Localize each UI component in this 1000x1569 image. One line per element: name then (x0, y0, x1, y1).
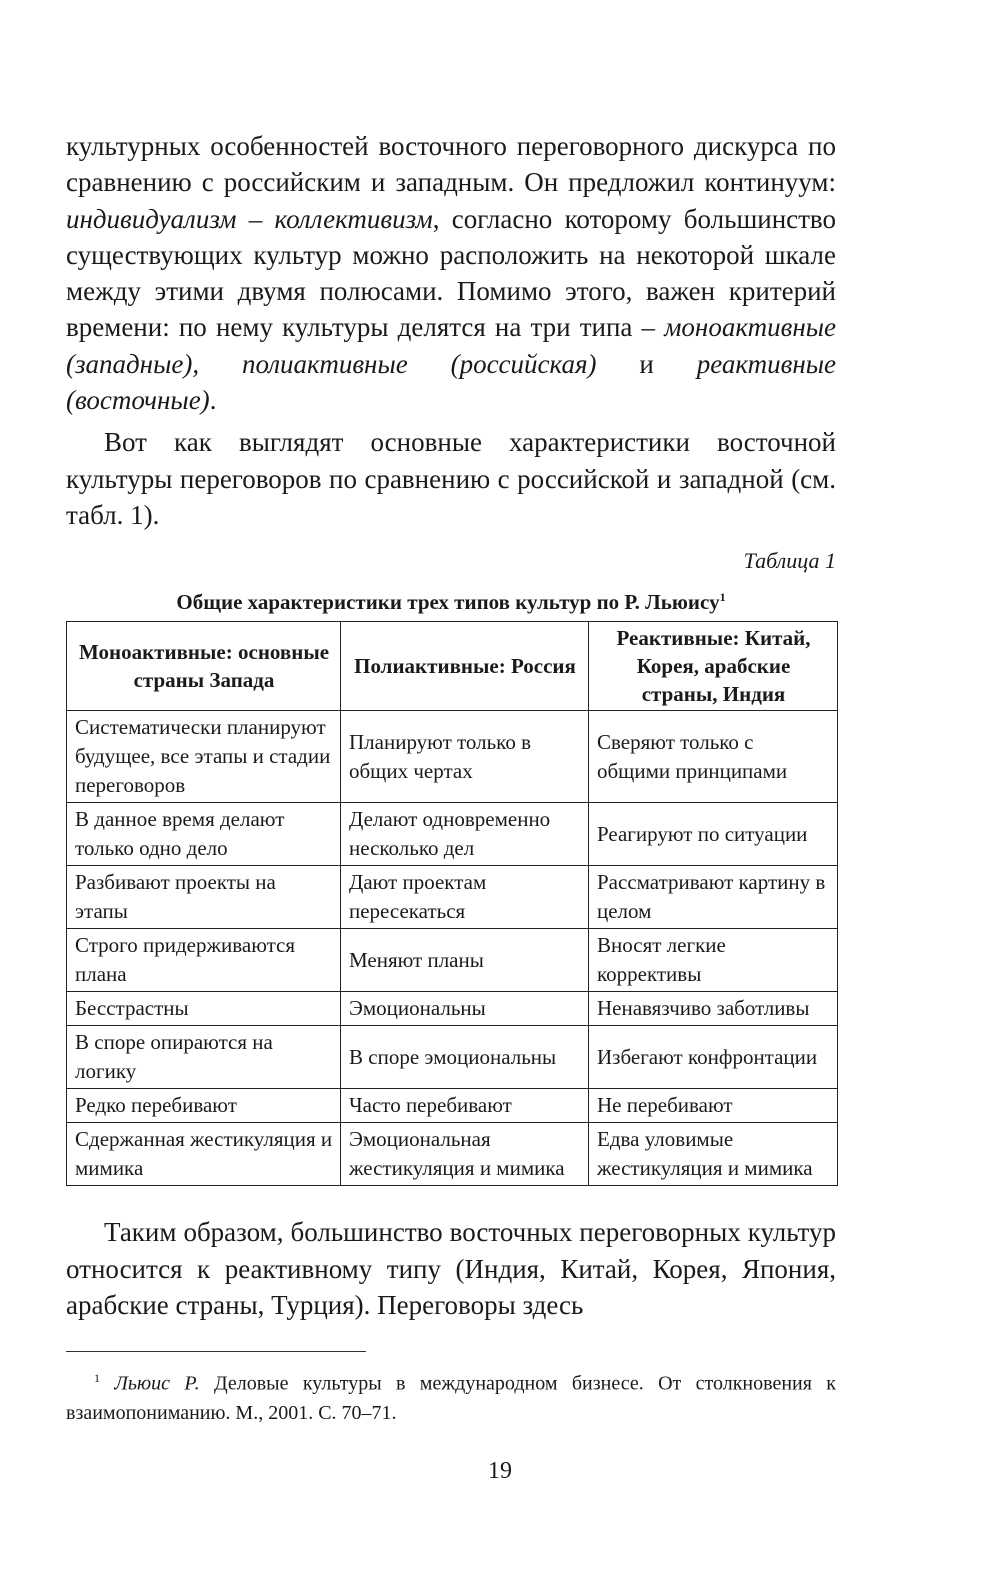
table-cell: Сдержанная жестикуляция и мимика (67, 1123, 341, 1186)
table-cell: Реагируют по ситуации (589, 803, 838, 866)
table-cell: Дают проектам пересекаться (341, 866, 589, 929)
table-row (67, 992, 838, 1026)
footnote-author: Льюис Р. (114, 1372, 200, 1395)
table-footnote-mark: 1 (719, 590, 726, 605)
table-cell: В данное время делают только одно дело (67, 803, 341, 866)
table-title-text: Общие характеристики трех типов культур по Р. Льюису (176, 590, 720, 615)
table-cell: Меняют планы (341, 929, 589, 992)
table-cell: Редко перебивают (67, 1089, 341, 1123)
intro-paragraph-2: Вот как выглядят основные характеристики восточной культуры переговоров по сравнению с российской и западной (см. табл. 1). (66, 427, 836, 530)
table-row (67, 1123, 838, 1186)
table-cell: Часто перебивают (341, 1089, 589, 1123)
intro-italic-2: моноактивные (западные), полиактивные (российская) (66, 312, 836, 379)
table-row (67, 1089, 838, 1123)
footnote (66, 1364, 836, 1428)
table-cell: Бесстрастны (67, 992, 341, 1026)
table-cell: Рассматривают картину в целом (589, 866, 838, 929)
table-cell: Эмоциональная жестикуляция и мимика (341, 1123, 589, 1186)
table-cell: В споре эмоциональны (341, 1026, 589, 1089)
table-cell: В споре опираются на логику (67, 1026, 341, 1089)
table-title (66, 583, 836, 616)
conclusion-paragraph: Таким образом, большинство восточных переговорных культур относится к реактивному типу (Индия, Китай, Корея, Япония, арабские страны, Турция). Переговоры здесь (66, 1217, 836, 1320)
table-row (67, 866, 838, 929)
table-cell: Делают одновременно несколько дел (341, 803, 589, 866)
characteristics-table (66, 621, 838, 1186)
table-header-cell: Реактивные: Китай, Корея, арабские страны, Индия (589, 622, 838, 711)
intro-text-1: культурных особенностей восточного переговорного дискурса по сравнению с российским и западным. Он предложил континуум: (66, 131, 836, 198)
page-content (66, 128, 836, 1448)
table-caption: Таблица 1 (743, 548, 836, 574)
intro-paragraph-1 (66, 128, 836, 418)
table-row (67, 711, 838, 803)
table-cell: Систематически планируют будущее, все этапы и стадии переговоров (67, 711, 341, 803)
table-cell: Вносят легкие коррективы (589, 929, 838, 992)
table-cell: Избегают конфронтации (589, 1026, 838, 1089)
table-cell: Планируют только в общих чертах (341, 711, 589, 803)
table-cell: Разбивают проекты на этапы (67, 866, 341, 929)
table-header-cell: Моноактивные: основные страны Запада (67, 622, 341, 711)
table-cell: Не перебивают (589, 1089, 838, 1123)
table-row (67, 803, 838, 866)
footnote-text: Деловые культуры в международном бизнесе. От столкновения к взаимопониманию. М., 2001. С. 70–71. (66, 1372, 837, 1424)
table-cell: Ненавязчиво заботливы (589, 992, 838, 1026)
intro-text-2: , согласно которому большинство существующих культур можно расположить на некоторой шкале между этими двумя полюсами. Помимо этого, важен критерий времени: по нему культуры делятся на три типа – (66, 203, 836, 343)
table-cell: Строго придерживаются плана (67, 929, 341, 992)
table-cell: Сверяют только с общими принципами (589, 711, 838, 803)
intro-text-4: . (209, 385, 217, 416)
page-number: 19 (488, 1458, 512, 1484)
intro-text-3: и (596, 348, 697, 379)
table-cell: Эмоциональны (341, 992, 589, 1026)
table-row (67, 1026, 838, 1089)
intro-italic-1: индивидуализм – коллективизм (66, 203, 433, 234)
intro-italic-3: реактивные (восточные) (66, 348, 836, 416)
footnote-divider (66, 1351, 366, 1352)
footnote-mark: 1 (94, 1371, 100, 1386)
table-cell: Едва уловимые жестикуляция и мимика (589, 1123, 838, 1186)
table-row (67, 929, 838, 992)
table-header-row (67, 622, 838, 711)
table-header-cell: Полиактивные: Россия (341, 622, 589, 711)
